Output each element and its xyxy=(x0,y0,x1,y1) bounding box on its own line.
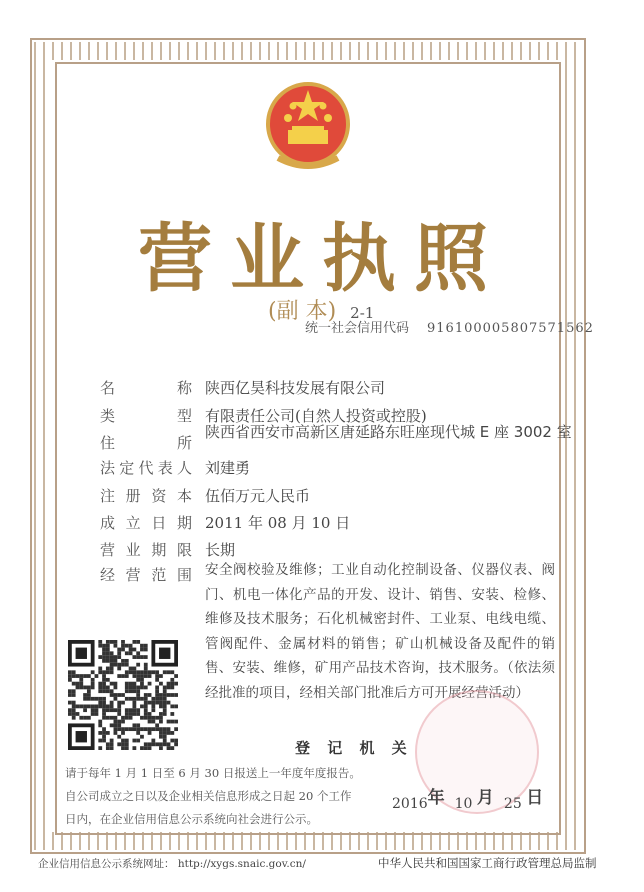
date-year-unit: 年 xyxy=(427,788,445,808)
field-label: 注册资本 xyxy=(100,487,192,505)
field-value: 2011 年 08 月 10 日 xyxy=(205,514,351,532)
field-label: 名称 xyxy=(100,379,192,397)
field-address xyxy=(100,432,192,453)
registration-authority: 登 记 机 关 xyxy=(295,739,413,757)
note-line: 日内，在企业信用信息公示系统向社会进行公示。 xyxy=(65,812,318,826)
date-day: 25 xyxy=(503,796,522,812)
date-month-unit: 月 xyxy=(476,788,494,808)
date-month: 10 xyxy=(454,796,473,812)
footer-issuer: 中华人民共和国国家工商行政管理总局监制 xyxy=(378,856,597,870)
credit-code-label: 统一社会信用代码 xyxy=(305,321,410,336)
field-label: 经营范围 xyxy=(100,566,192,584)
field-term xyxy=(100,539,236,560)
field-label: 法定代表人 xyxy=(100,459,192,477)
copy-number: 2-1 xyxy=(350,304,375,322)
copy-text: (副 本) xyxy=(268,299,337,324)
field-label: 成立日期 xyxy=(100,514,192,532)
field-label: 营业期限 xyxy=(100,541,192,559)
field-value: 伍佰万元人民币 xyxy=(205,487,311,505)
field-label: 类型 xyxy=(100,407,192,425)
note-line: 请于每年 1 月 1 日至 6 月 30 日报送上一年度年度报告。 xyxy=(65,766,361,780)
field-legal-rep xyxy=(100,457,251,478)
field-established xyxy=(100,512,351,533)
field-label: 住所 xyxy=(100,434,192,452)
qr-code[interactable] xyxy=(68,640,178,750)
field-value: 有限责任公司(自然人投资或控股) xyxy=(205,407,427,425)
field-name xyxy=(100,377,386,398)
credit-code xyxy=(305,317,594,336)
field-scope xyxy=(100,564,192,585)
field-type xyxy=(100,405,427,426)
address-value: 陕西省西安市高新区唐延路东旺座现代城 E 座 3002 室 xyxy=(205,423,572,441)
document-title: 营业执照 xyxy=(138,216,506,302)
field-value: 刘建勇 xyxy=(205,459,251,477)
date-day-unit: 日 xyxy=(526,788,544,808)
credit-code-value: 916100005807571562 xyxy=(427,321,594,336)
scope-value: 安全阀校验及维修；工业自动化控制设备、仪器仪表、阀门、机电一体化产品的开发、设计、销售、安装、检修、维修及技术服务；石化机械密封件、工业泵、电线电缆、管阀配件、金属材料的销售；矿山机械设备及配件的销售、安装、维修，矿用产品技术咨询，技术服务。（依法须经批准的项目，经相关部门批准后方可开展经营活动） xyxy=(205,562,555,701)
annual-report-notes xyxy=(65,762,361,831)
field-capital xyxy=(100,485,311,506)
note-line: 自公司成立之日以及企业相关信息形成之日起 20 个工作 xyxy=(65,789,352,803)
footer-website: 企业信用信息公示系统网址： http://xygs.snaic.gov.cn/ xyxy=(38,858,306,870)
date-year: 2016 xyxy=(392,796,428,812)
national-emblem-icon xyxy=(258,78,358,178)
field-value: 长期 xyxy=(205,541,236,559)
field-value: 陕西亿昊科技发展有限公司 xyxy=(205,379,386,397)
issue-date xyxy=(392,788,553,813)
